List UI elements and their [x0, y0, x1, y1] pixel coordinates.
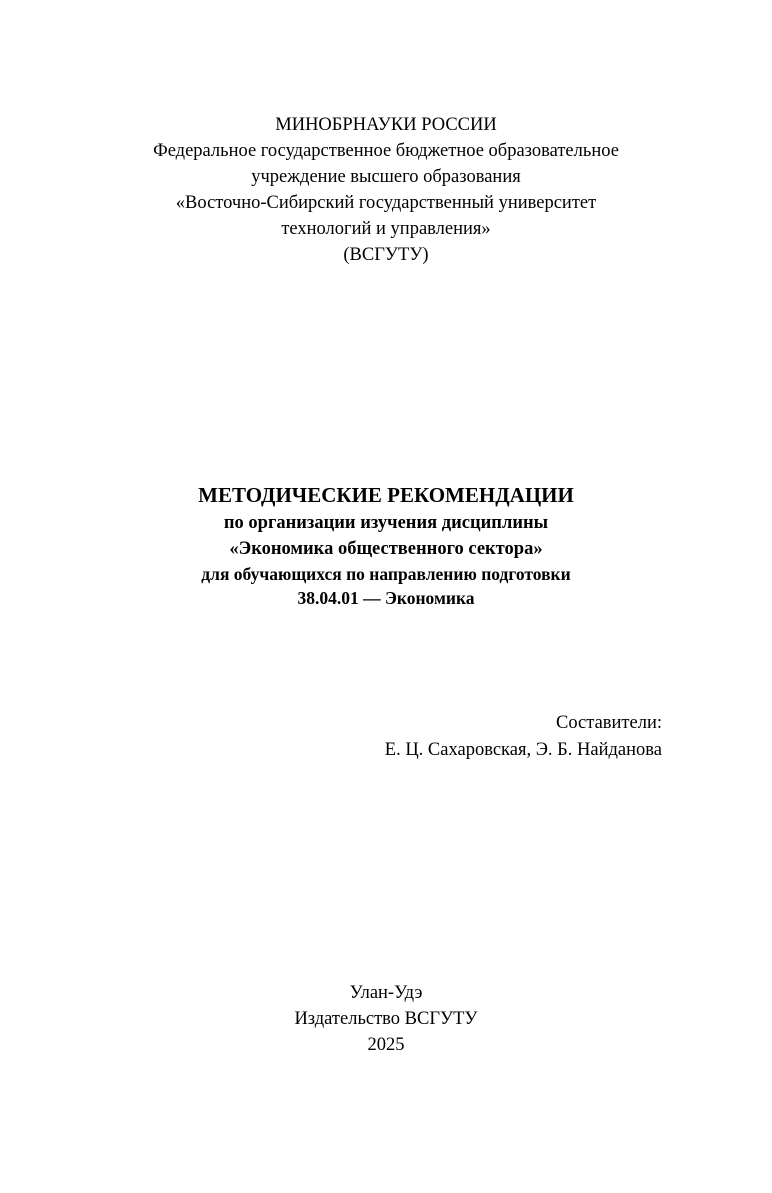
- authors-names: Е. Ц. Сахаровская, Э. Б. Найданова: [384, 740, 662, 760]
- university-abbreviation: (ВСГУТУ): [343, 245, 429, 265]
- institution-header: [0, 112, 772, 268]
- institution-type-line-2: учреждение высшего образования: [251, 167, 521, 187]
- title-line-4: для обучающихся по направлению подготовки: [201, 564, 571, 584]
- authors-block: [385, 710, 662, 764]
- publisher-name: Издательство ВСГУТУ: [294, 1009, 478, 1029]
- program-code: 38.04.01 — Экономика: [297, 588, 475, 608]
- institution-type-line-1: Федеральное государственное бюджетное образовательное: [153, 141, 619, 161]
- university-name-line-2: технологий и управления»: [281, 219, 491, 239]
- discipline-name: «Экономика общественного сектора»: [229, 539, 543, 559]
- publication-city: Улан-Удэ: [349, 983, 423, 1003]
- title-main: МЕТОДИЧЕСКИЕ РЕКОМЕНДАЦИИ: [198, 483, 574, 507]
- publication-year: 2025: [367, 1035, 405, 1055]
- authors-label: Составители:: [556, 713, 662, 733]
- title-line-2: по организации изучения дисциплины: [223, 513, 549, 533]
- university-name-line-1: «Восточно-Сибирский государственный университет: [175, 193, 597, 213]
- document-title: [0, 481, 772, 610]
- publication-info: [0, 980, 772, 1058]
- ministry-name: МИНОБРНАУКИ РОССИИ: [275, 115, 497, 135]
